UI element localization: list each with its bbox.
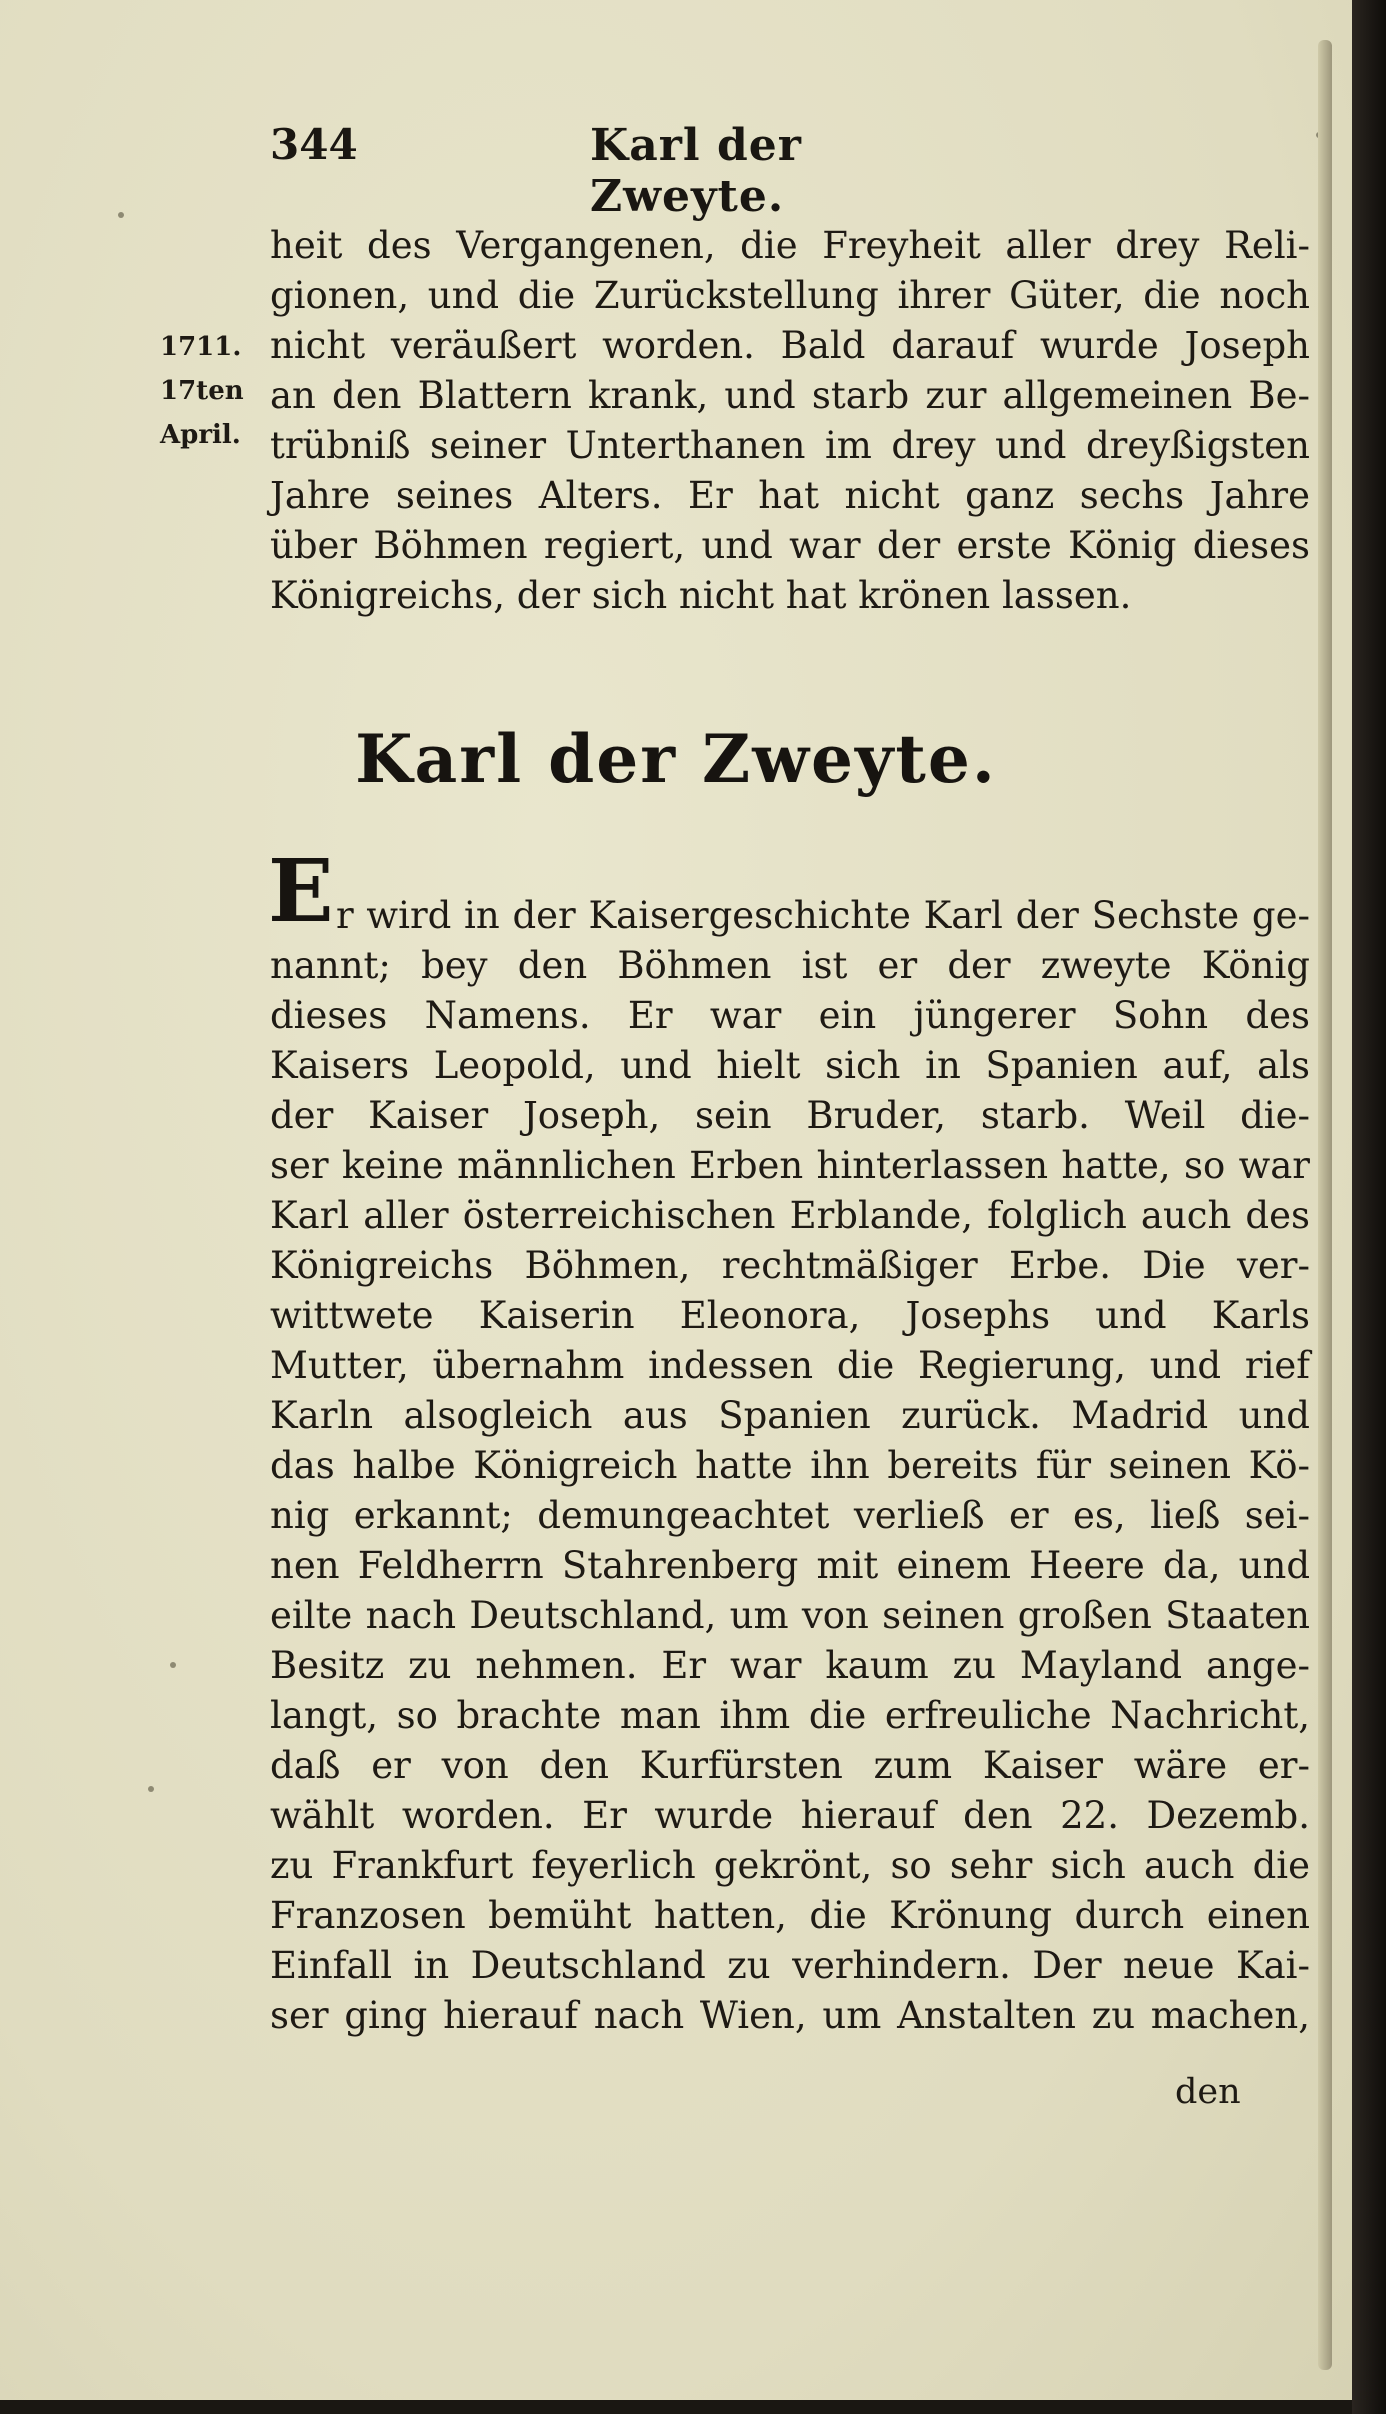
- body-line: Einfall in Deutschland zu verhindern. Der neue Kai-: [270, 1944, 1310, 1987]
- book-binding: [1352, 0, 1386, 2414]
- margin-note-month: April.: [160, 420, 241, 450]
- body-line: Franzosen bemüht hatten, die Krönung durch einen: [270, 1894, 1310, 1937]
- body-line: Mutter, übernahm indessen die Regierung, und rief: [270, 1344, 1310, 1387]
- body-line: Karln alsogleich aus Spanien zurück. Madrid und: [270, 1394, 1310, 1437]
- page-number: 344: [270, 120, 358, 169]
- paragraph-line: Jahre seines Alters. Er hat nicht ganz sechs Jahre: [270, 474, 1310, 517]
- body-line: Königreichs Böhmen, rechtmäßiger Erbe. Die ver-: [270, 1244, 1310, 1287]
- body-line: nig erkannt; demungeachtet verließ er es, ließ sei-: [270, 1494, 1310, 1537]
- paragraph-line: über Böhmen regiert, und war der erste König dieses: [270, 524, 1310, 567]
- margin-note-year: 1711.: [160, 332, 242, 362]
- paragraph-line: trübniß seiner Unterthanen im drey und dreyßigsten: [270, 424, 1310, 467]
- running-head: Karl der Zweyte.: [590, 120, 802, 222]
- paper-speck: [118, 212, 124, 218]
- chapter-title: Karl der Zweyte.: [355, 720, 997, 798]
- body-line: dieses Namens. Er war ein jüngerer Sohn des: [270, 994, 1310, 1037]
- body-line: Karl aller österreichischen Erblande, folglich auch des: [270, 1194, 1310, 1237]
- paper-speck: [148, 1786, 154, 1792]
- paragraph-line: heit des Vergangenen, die Freyheit aller drey Reli-: [270, 224, 1310, 267]
- paragraph-line: Königreichs, der sich nicht hat krönen lassen.: [270, 574, 1132, 617]
- body-line: wählt worden. Er wurde hierauf den 22. Dezemb.: [270, 1794, 1310, 1837]
- body-line: ser ging hierauf nach Wien, um Anstalten zu machen,: [270, 1994, 1310, 2037]
- body-line: daß er von den Kurfürsten zum Kaiser wäre er-: [270, 1744, 1310, 1787]
- body-line: wittwete Kaiserin Eleonora, Josephs und Karls: [270, 1294, 1310, 1337]
- body-line: ser keine männlichen Erben hinterlassen hatte, so war: [270, 1144, 1310, 1187]
- paper-speck: [170, 1662, 176, 1668]
- paragraph-line: nicht veräußert worden. Bald darauf wurde Joseph: [270, 324, 1310, 367]
- page-header: [270, 120, 1010, 222]
- body-line: Kaisers Leopold, und hielt sich in Spanien auf, als: [270, 1044, 1310, 1087]
- margin-note-day: 17ten: [160, 376, 244, 406]
- body-first-line: r wird in der Kaisergeschichte Karl der Sechste ge-: [336, 894, 1310, 937]
- body-line: Besitz zu nehmen. Er war kaum zu Mayland ange-: [270, 1644, 1310, 1687]
- body-line: eilte nach Deutschland, um von seinen großen Staaten: [270, 1594, 1310, 1637]
- body-line: der Kaiser Joseph, sein Bruder, starb. Weil die-: [270, 1094, 1310, 1137]
- paragraph-line: gionen, und die Zurückstellung ihrer Güter, die noch: [270, 274, 1310, 317]
- body-line: nen Feldherrn Stahrenberg mit einem Heere da, und: [270, 1544, 1310, 1587]
- body-line: nannt; bey den Böhmen ist er der zweyte König: [270, 944, 1310, 987]
- catchword: den: [1175, 2072, 1241, 2112]
- page-edge: [1318, 40, 1332, 2370]
- body-line: langt, so brachte man ihm die erfreuliche Nachricht,: [270, 1694, 1310, 1737]
- body-line: das halbe Königreich hatte ihn bereits für seinen Kö-: [270, 1444, 1310, 1487]
- paragraph-line: an den Blattern krank, und starb zur allgemeinen Be-: [270, 374, 1310, 417]
- body-line: zu Frankfurt feyerlich gekrönt, so sehr sich auch die: [270, 1844, 1310, 1887]
- drop-cap: E: [268, 841, 334, 942]
